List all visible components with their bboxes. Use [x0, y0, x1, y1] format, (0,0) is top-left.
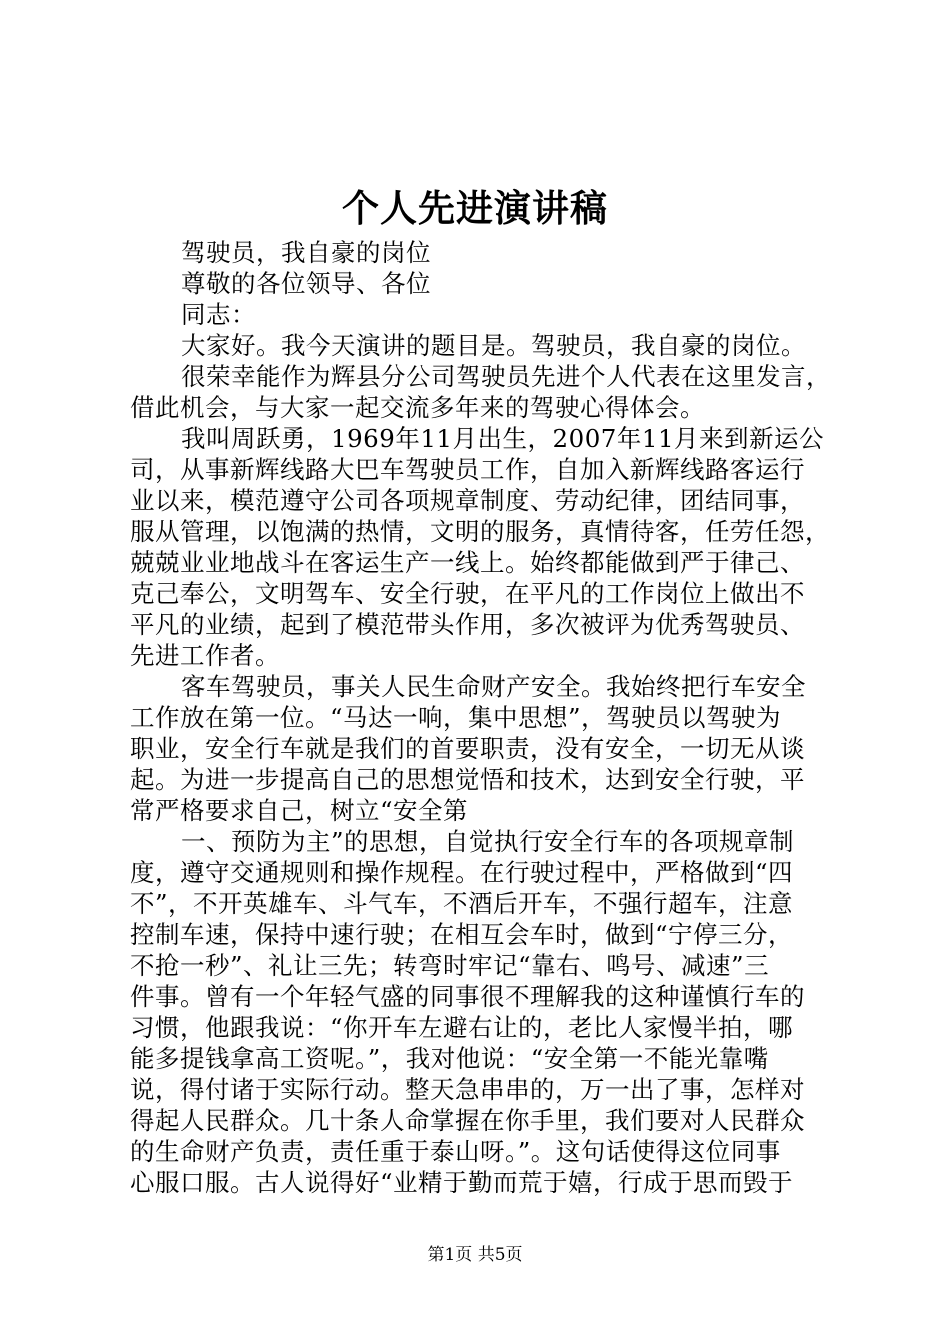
text-line: 兢兢业业地战斗在客运生产一线上。始终都能做到严于律己、 [130, 548, 805, 577]
text-line: 的生命财产负责，责任重于泰山呀。”。这句话使得这位同事 [130, 1137, 781, 1166]
text-line: 驾驶员，我自豪的岗位 [181, 238, 431, 267]
text-line: 业以来，模范遵守公司各项规章制度、劳动纪律，团结同事， [130, 486, 805, 515]
text-line: 起。为进一步提高自己的思想觉悟和技术，达到安全行驶，平 [130, 765, 805, 794]
text-line: 客车驾驶员，事关人民生命财产安全。我始终把行车安全 [181, 672, 806, 701]
text-line: 控制车速，保持中速行驶；在相互会车时，做到“宁停三分， [130, 920, 794, 949]
text-line: 不抢一秒”、礼让三先；转弯时牢记“靠右、鸣号、减速”三 [130, 951, 770, 980]
text-line: 一、预防为主”的思想，自觉执行安全行车的各项规章制 [181, 827, 795, 856]
text-line: 能多提钱拿高工资呢。”，我对他说：“安全第一不能光靠嘴 [130, 1044, 769, 1073]
text-line: 先进工作者。 [130, 641, 280, 670]
text-line: 说，得付诸于实际行动。整天急串串的，万一出了事，怎样对 [130, 1075, 805, 1104]
text-line: 尊敬的各位领导、各位 [181, 269, 431, 298]
text-line: 同志： [181, 300, 256, 329]
text-line: 很荣幸能作为辉县分公司驾驶员先进个人代表在这里发言， [181, 362, 831, 391]
text-line: 件事。曾有一个年轻气盛的同事很不理解我的这种谨慎行车的 [130, 982, 805, 1011]
page-number-footer: 第1页 共5页 [427, 1245, 523, 1265]
text-line: 得起人民群众。几十条人命掌握在你手里，我们要对人民群众 [130, 1106, 805, 1135]
document-title: 个人先进演讲稿 [342, 186, 608, 230]
text-line: 工作放在第一位。“马达一响，集中思想”，驾驶员以驾驶为 [130, 703, 782, 732]
text-line: 大家好。我今天演讲的题目是。驾驶员，我自豪的岗位。 [181, 331, 806, 360]
text-line: 借此机会，与大家一起交流多年来的驾驶心得体会。 [130, 393, 705, 422]
text-line: 常严格要求自己，树立“安全第 [130, 796, 469, 825]
text-line: 平凡的业绩，起到了模范带头作用，多次被评为优秀驾驶员、 [130, 610, 805, 639]
text-line: 司，从事新辉线路大巴车驾驶员工作，自加入新辉线路客运行 [130, 455, 805, 484]
text-line: 克己奉公，文明驾车、安全行驶，在平凡的工作岗位上做出不 [130, 579, 805, 608]
text-line: 不”，不开英雄车、斗气车，不酒后开车，不强行超车，注意 [130, 889, 794, 918]
text-line: 职业，安全行车就是我们的首要职责，没有安全，一切无从谈 [130, 734, 805, 763]
text-line: 习惯，他跟我说：“你开车左避右让的，老比人家慢半拍，哪 [130, 1013, 794, 1042]
text-line: 服从管理，以饱满的热情，文明的服务，真情待客，任劳任怨， [130, 517, 830, 546]
text-line: 我叫周跃勇，1969年11月出生，2007年11月来到新运公 [181, 424, 825, 453]
text-line: 心服口服。古人说得好“业精于勤而荒于嬉，行成于思而毁于 [130, 1168, 794, 1197]
text-line: 度，遵守交通规则和操作规程。在行驶过程中，严格做到“四 [130, 858, 794, 887]
